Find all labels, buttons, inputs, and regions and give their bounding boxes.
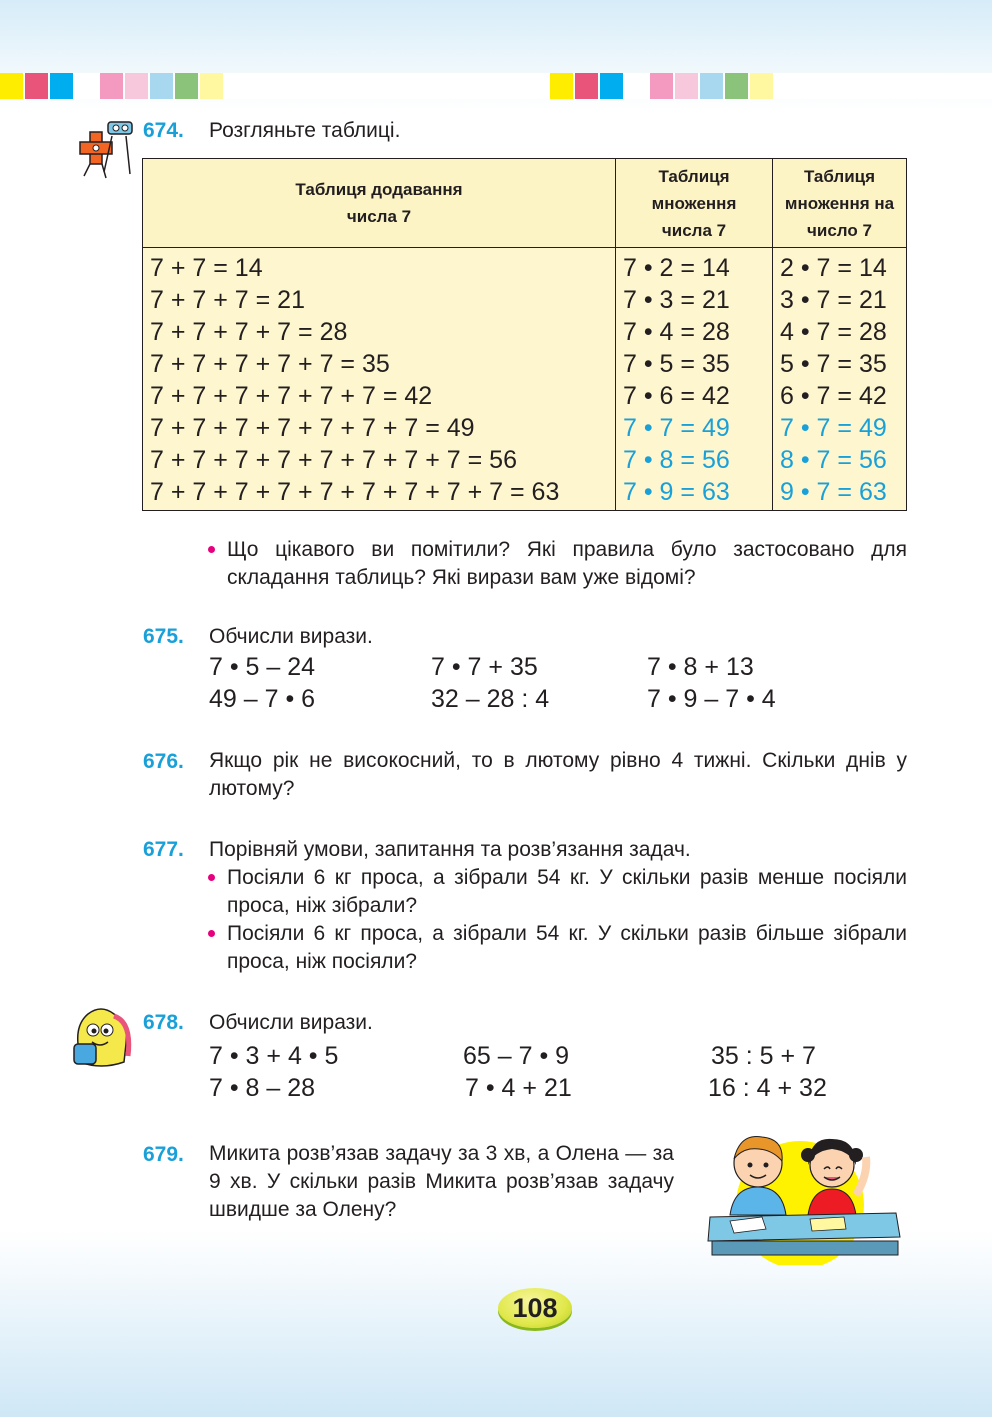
table-row: 7 + 7 + 7 + 7 + 7 + 7 + 7 + 7 + 7 = 63 — [150, 478, 560, 506]
strip-square — [25, 73, 50, 99]
strip-square — [50, 73, 75, 99]
expression: 7 • 4 + 21 — [465, 1074, 572, 1102]
expression: 7 • 9 – 7 • 4 — [647, 685, 776, 713]
strip-square — [825, 73, 850, 99]
strip-square — [775, 73, 800, 99]
exercise-bullet-text: Посіяли 6 кг проса, а зібрали 54 кг. У скільки разів менше посіяли проса, ніж зібрали? — [227, 866, 907, 917]
strip-square — [925, 73, 950, 99]
strip-square — [625, 73, 650, 99]
strip-square — [450, 73, 475, 99]
strip-square — [850, 73, 875, 99]
expression: 7 • 8 – 28 — [209, 1074, 316, 1102]
exercise-number: 676. — [143, 750, 184, 773]
exercise-bullet-text: Посіяли 6 кг проса, а зібрали 54 кг. У скільки разів більше зібрали проса, ніж посіяли? — [227, 922, 907, 973]
strip-square — [175, 73, 200, 99]
table-row: 7 + 7 + 7 = 21 — [150, 286, 305, 314]
expression: 7 • 3 + 4 • 5 — [209, 1042, 339, 1070]
table-row: 7 • 9 = 63 — [623, 478, 730, 506]
strip-square — [125, 73, 150, 99]
strip-square — [475, 73, 500, 99]
strip-square — [700, 73, 725, 99]
strip-square — [225, 73, 250, 99]
backpack-icon — [68, 1004, 134, 1070]
exercise-number: 679. — [143, 1143, 184, 1166]
strip-square — [100, 73, 125, 99]
expression: 16 : 4 + 32 — [708, 1074, 827, 1102]
bullet-icon — [208, 874, 215, 881]
strip-square — [750, 73, 775, 99]
exercise-number: 675. — [143, 625, 184, 648]
exercise-question: Що цікавого ви помітили? Які правила було застосовано для складання таблиць? Які вирази вам уже відомі? — [227, 538, 907, 589]
exercise-text: Розгляньте таблиці. — [209, 119, 401, 142]
table-row: 4 • 7 = 28 — [780, 318, 887, 346]
exercise-text: Якщо рік не високосний, то в лютому рівно 4 тижні. Скільки днів у лютому? — [209, 749, 907, 800]
strip-square — [875, 73, 900, 99]
strip-square — [600, 73, 625, 99]
strip-square — [425, 73, 450, 99]
expression: 49 – 7 • 6 — [209, 685, 316, 713]
table-row: 7 + 7 + 7 + 7 + 7 + 7 + 7 = 49 — [150, 414, 475, 442]
table-row: 7 • 2 = 14 — [623, 254, 730, 282]
table-row: 7 • 3 = 21 — [623, 286, 730, 314]
exercise-number: 678. — [143, 1011, 184, 1034]
table-row: 7 + 7 + 7 + 7 + 7 + 7 = 42 — [150, 382, 433, 410]
table-header: Таблиця додавання числа 7 — [143, 159, 616, 248]
expression: 7 • 5 – 24 — [209, 653, 316, 681]
table-row: 7 + 7 + 7 + 7 + 7 + 7 + 7 + 7 = 56 — [150, 446, 517, 474]
strip-square — [150, 73, 175, 99]
table-row: 7 • 5 = 35 — [623, 350, 730, 378]
strip-square — [275, 73, 300, 99]
table-row: 7 • 8 = 56 — [623, 446, 730, 474]
table-header: Таблиця множення числа 7 — [616, 159, 773, 248]
strip-square — [650, 73, 675, 99]
addition-column — [143, 248, 616, 511]
strip-square — [575, 73, 600, 99]
multiplication-column — [616, 248, 773, 511]
strip-square — [800, 73, 825, 99]
expression: 7 • 8 + 13 — [647, 653, 754, 681]
strip-square — [350, 73, 375, 99]
table-row: 7 • 4 = 28 — [623, 318, 730, 346]
table-row: 6 • 7 = 42 — [780, 382, 887, 410]
color-strip — [0, 73, 992, 99]
table-row: 3 • 7 = 21 — [780, 286, 887, 314]
exercise-number: 677. — [143, 838, 184, 861]
table-row: 7 • 7 = 49 — [780, 414, 887, 442]
expression: 32 – 28 : 4 — [431, 685, 550, 713]
strip-square — [400, 73, 425, 99]
strip-square — [200, 73, 225, 99]
strip-square — [900, 73, 925, 99]
strip-square — [675, 73, 700, 99]
bullet-icon — [208, 546, 215, 553]
table-row: 7 + 7 = 14 — [150, 254, 263, 282]
expression: 7 • 7 + 35 — [431, 653, 538, 681]
strip-square — [300, 73, 325, 99]
exercise-number: 674. — [143, 119, 184, 142]
bullet-icon — [208, 930, 215, 937]
strip-square — [325, 73, 350, 99]
strip-square — [725, 73, 750, 99]
strip-square — [375, 73, 400, 99]
children-at-desk-illustration — [700, 1125, 910, 1265]
strip-square — [950, 73, 975, 99]
exercise-text: Обчисли вирази. — [209, 625, 373, 648]
exercise-text: Обчисли вирази. — [209, 1011, 373, 1034]
table-row: 5 • 7 = 35 — [780, 350, 887, 378]
table-row: 9 • 7 = 63 — [780, 478, 887, 506]
math-mascot-icon — [74, 116, 140, 182]
strip-square — [525, 73, 550, 99]
table-header: Таблиця множення на число 7 — [773, 159, 907, 248]
table-row: 7 • 7 = 49 — [623, 414, 730, 442]
expression: 35 : 5 + 7 — [711, 1042, 816, 1070]
table-row: 2 • 7 = 14 — [780, 254, 887, 282]
table-row: 7 • 6 = 42 — [623, 382, 730, 410]
exercise-text: Порівняй умови, запитання та розв’язання задач. — [209, 838, 691, 861]
exercise-text: Микита розв’язав задачу за 3 хв, а Олена — за 9 хв. У скільки разів Микита розв’язав задачу швидше за Олену? — [209, 1142, 674, 1221]
strip-square — [250, 73, 275, 99]
expression: 65 – 7 • 9 — [463, 1042, 570, 1070]
table-row: 7 + 7 + 7 + 7 + 7 = 35 — [150, 350, 390, 378]
multiplication-by-column — [773, 248, 907, 511]
page-number: 108 — [498, 1288, 572, 1328]
table-row: 7 + 7 + 7 + 7 = 28 — [150, 318, 348, 346]
strip-square — [0, 73, 25, 99]
table-row: 8 • 7 = 56 — [780, 446, 887, 474]
strip-square — [550, 73, 575, 99]
strip-square — [500, 73, 525, 99]
strip-square — [75, 73, 100, 99]
multiplication-table — [142, 158, 907, 511]
strip-square — [975, 73, 992, 99]
